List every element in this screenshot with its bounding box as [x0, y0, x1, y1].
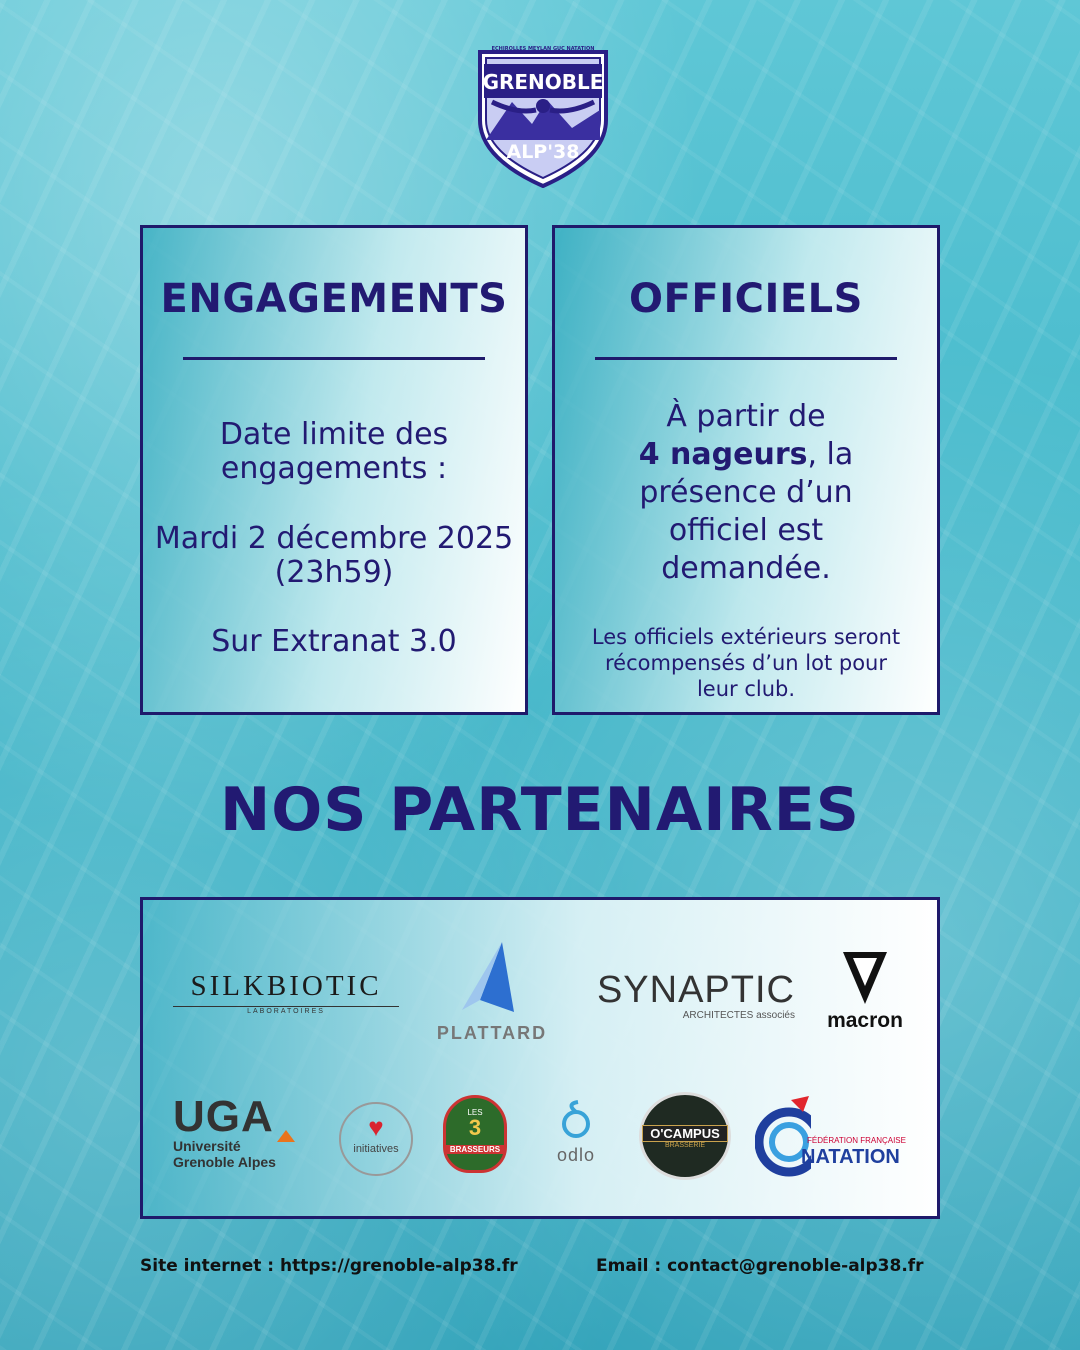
officiels-bold: 4 nageurs: [638, 437, 808, 472]
engagements-platform: Sur Extranat 3.0: [211, 624, 457, 659]
brasseurs-top: LES: [467, 1108, 483, 1117]
macron-text: macron: [827, 1009, 903, 1032]
officiels-card: [552, 225, 940, 715]
officiels-note1: Les officiels extérieurs seront: [591, 625, 901, 649]
engagements-divider: [183, 357, 485, 360]
logo-bottom-text: ALP'38: [506, 141, 580, 163]
silkbiotic-text: SILKBIOTIC: [190, 970, 382, 1002]
brasseurs-logo: [443, 1095, 507, 1173]
silkbiotic-logo: [173, 970, 399, 1015]
macron-icon: [841, 950, 889, 1006]
silkbiotic-sub: LABORATOIRES: [173, 1006, 399, 1015]
odlo-logo: [541, 1100, 611, 1166]
odlo-text: odlo: [556, 1145, 596, 1165]
footer-email[interactable]: Email : contact@grenoble-alp38.fr: [596, 1256, 924, 1276]
officiels-note3: leur club.: [696, 677, 796, 701]
engagements-title: ENGAGEMENTS: [160, 276, 508, 322]
officiels-title: OFFICIELS: [629, 276, 863, 322]
initiatives-logo: [339, 1102, 413, 1176]
officiels-line1: À partir de: [666, 399, 826, 434]
engagements-date: Mardi 2 décembre 2025: [154, 521, 514, 556]
officiels-line2: [555, 438, 937, 472]
engagements-time: (23h59): [274, 555, 394, 590]
partners-box: [140, 897, 940, 1219]
partners-title: NOS PARTENAIRES: [219, 775, 861, 845]
plattard-text: PLATTARD: [436, 1023, 548, 1043]
club-logo: [472, 40, 614, 188]
ocampus-text: O'CAMPUS: [642, 1125, 728, 1142]
logo-arc-text: ECHIROLLES MEYLAN GUC NATATION: [491, 46, 595, 52]
synaptic-sub: ARCHITECTES associés: [682, 1010, 795, 1021]
footer-site[interactable]: Site internet : https://grenoble-alp38.fr: [140, 1256, 518, 1276]
engagements-card: [140, 225, 528, 715]
brasseurs-num: 3: [468, 1115, 482, 1140]
macron-logo: [815, 950, 915, 1031]
uga-accent: [277, 1130, 295, 1142]
officiels-note2: récompensés d’un lot pour: [605, 651, 887, 675]
plattard-icon: [452, 938, 532, 1018]
heart-icon: ♥: [368, 1112, 384, 1142]
uga-text: UGA: [173, 1092, 274, 1141]
uga-sub1: Université: [173, 1138, 241, 1154]
officiels-line3: présence d’un: [639, 475, 853, 510]
synaptic-logo: [573, 970, 795, 1021]
uga-sub2: Grenoble Alpes: [173, 1154, 276, 1170]
plattard-logo: [425, 938, 559, 1044]
logo-top-text: GRENOBLE: [482, 70, 604, 94]
officiels-line5: demandée.: [661, 551, 831, 586]
ocampus-logo: [639, 1092, 731, 1180]
officiels-line4: officiel est: [668, 513, 824, 548]
ffn-text: NATATION: [801, 1146, 900, 1168]
officiels-line2-rest: , la: [807, 437, 854, 472]
engagements-line2: engagements :: [220, 451, 448, 486]
officiels-divider: [595, 357, 897, 360]
synaptic-text: SYNAPTIC: [596, 969, 795, 1011]
ffn-top: FÉDÉRATION FRANÇAISE: [807, 1136, 906, 1145]
engagements-line1: Date limite des: [219, 417, 449, 452]
brasseurs-text: BRASSEURS: [446, 1145, 504, 1154]
ffn-logo: [755, 1094, 915, 1180]
ocampus-sub: BRASSERIE: [664, 1142, 706, 1149]
initiatives-text: initiatives: [353, 1143, 399, 1155]
odlo-icon: [556, 1100, 596, 1140]
